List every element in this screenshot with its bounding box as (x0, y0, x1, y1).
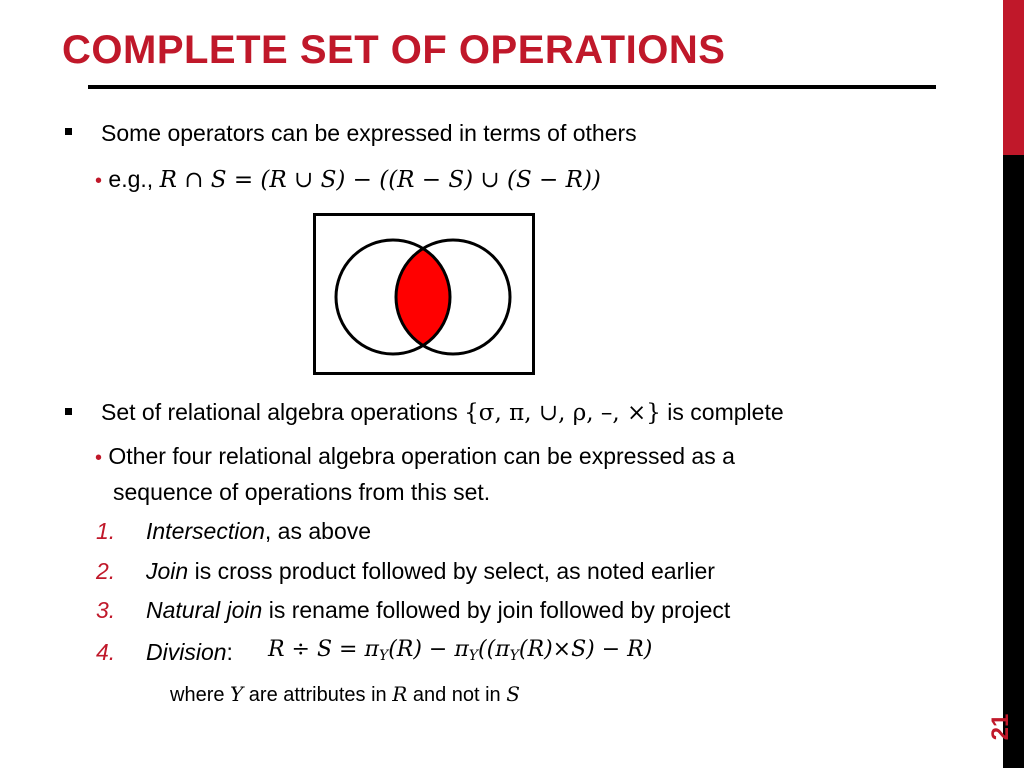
sub-bullet-2 (95, 443, 735, 470)
list-item-3 (146, 597, 730, 624)
sub-bullet-2-line1: Other four relational algebra operation can be expressed as a (108, 443, 735, 469)
round-bullet: • (95, 447, 103, 469)
var-s: S (506, 682, 520, 706)
round-bullet: • (95, 170, 103, 192)
list-term: Intersection (146, 518, 265, 544)
venn-diagram (313, 213, 535, 375)
sub-bullet-1 (95, 166, 601, 193)
list-number: 4. (96, 639, 116, 665)
list-number: 3. (96, 597, 116, 623)
where-note (170, 682, 520, 707)
list-rest: , as above (264, 518, 372, 544)
side-accent-black (1003, 155, 1024, 768)
list-rest: : (226, 639, 233, 665)
bullet-2-tail: is complete (660, 399, 784, 425)
var-r: R (392, 682, 408, 706)
slide-title: COMPLETE SET OF OPERATIONS (62, 28, 726, 72)
square-bullet (65, 128, 72, 135)
where-text: where (170, 684, 231, 706)
side-accent-red (1003, 0, 1024, 155)
list-number: 2. (96, 558, 116, 584)
list-term: Natural join (146, 597, 263, 623)
list-number: 1. (96, 518, 116, 544)
bullet-1-text: Some operators can be expressed in terms of others (101, 120, 637, 146)
list-term: Division (146, 639, 227, 665)
list-item-1 (146, 518, 371, 545)
list-rest: is cross product followed by select, as noted earlier (188, 558, 715, 584)
subscript-y: Y (378, 648, 389, 664)
list-item-4 (146, 639, 233, 666)
list-rest: is rename followed by join followed by project (262, 597, 731, 623)
list-term: Join (146, 558, 189, 584)
bullet-2-lead: Set of relational algebra operations (101, 399, 465, 425)
list-item-2 (146, 558, 715, 585)
where-text: are attributes in (243, 684, 393, 706)
division-formula: $R \div S = \pi_Y(R) - \pi_Y((\pi_Y(R)\times S) - R)$ (268, 637, 653, 664)
sub-bullet-2-line2: sequence of operations from this set. (113, 479, 491, 505)
eg-prefix: e.g., (108, 166, 160, 192)
subscript-y: Y (468, 648, 479, 664)
operation-set: {σ, π, ∪, ρ, –, ×} (464, 400, 661, 426)
var-y: Y (230, 682, 244, 706)
square-bullet (65, 408, 72, 415)
bullet-2-text (101, 399, 784, 426)
page-number: 21 (987, 713, 1014, 741)
subscript-y: Y (509, 648, 519, 664)
where-text: and not in (407, 684, 507, 706)
intersection-formula: R ∩ S = (R ∪ S) − ((R − S) ∪ (S − R)) (159, 167, 601, 193)
title-underline (88, 85, 936, 89)
